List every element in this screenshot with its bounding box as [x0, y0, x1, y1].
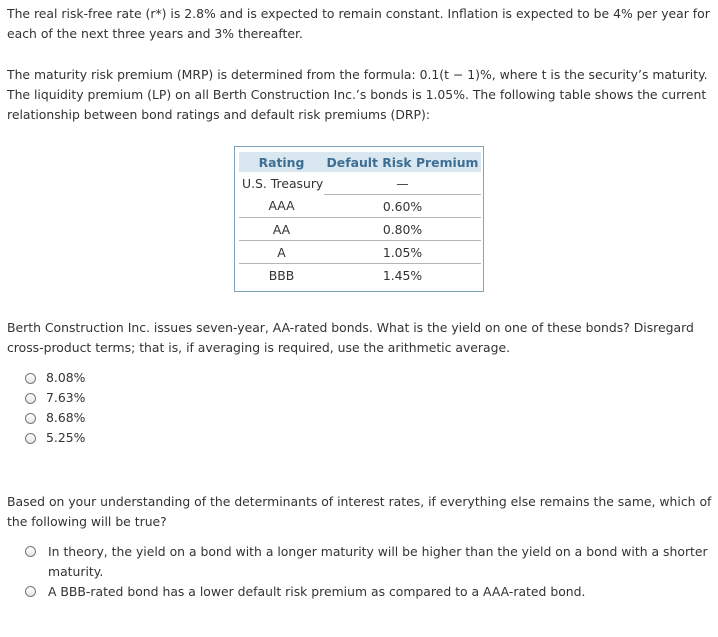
intro-paragraph-2: The maturity risk premium (MRP) is determined from the formula: 0.1(t − 1)%, where t is the security’s maturity. The liquidity premium (LP) on all Berth Construction Inc.’s bonds is 1.05%. The following table shows the current relationship between bond ratings and default risk premiums (DRP): — [7, 67, 708, 122]
option-label: 8.08% — [46, 370, 86, 385]
drp-cell: 0.80% — [324, 218, 481, 241]
question-2-text: Based on your understanding of the determinants of interest rates, if everything else remains the same, which of the following will be true? — [7, 494, 712, 529]
radio-button-icon[interactable] — [25, 586, 36, 597]
option-label: A BBB-rated bond has a lower default risk premium as compared to a AAA-rated bond. — [48, 584, 586, 599]
option-label: 5.25% — [46, 430, 86, 445]
table-row — [239, 264, 481, 287]
drp-cell: — — [324, 172, 481, 195]
header-drp: Default Risk Premium — [324, 152, 481, 172]
rating-cell: AA — [239, 218, 324, 241]
table-row — [239, 218, 481, 241]
drp-cell: 1.45% — [382, 267, 423, 283]
intro-paragraph-1: The real risk-free rate (r*) is 2.8% and is expected to remain constant. Inflation is expected to be 4% per year for each of the next three years and 3% thereafter. — [7, 6, 710, 41]
option-label: 8.68% — [46, 410, 86, 425]
rating-cell: U.S. Treasury — [242, 175, 324, 191]
q1-option-2[interactable] — [25, 388, 85, 408]
drp-cell: 1.05% — [324, 241, 481, 264]
drp-table-container — [234, 146, 484, 292]
radio-button-icon[interactable] — [25, 413, 36, 424]
option-label: In theory, the yield on a bond with a longer maturity will be higher than the yield on a bond with a shorter maturity. — [48, 544, 708, 579]
radio-button-icon[interactable] — [25, 393, 36, 404]
rating-cell: A — [239, 241, 324, 264]
q2-option-2[interactable] — [25, 582, 715, 602]
table-row — [239, 241, 481, 264]
q1-option-4[interactable] — [25, 428, 85, 448]
radio-button-icon[interactable] — [25, 433, 36, 444]
q2-option-1[interactable] — [25, 542, 715, 582]
radio-button-icon[interactable] — [25, 373, 36, 384]
drp-cell: 0.60% — [324, 195, 481, 218]
table-row — [239, 195, 481, 218]
q1-option-1[interactable] — [25, 368, 85, 388]
table-header-row — [239, 152, 481, 172]
option-label: 7.63% — [46, 390, 86, 405]
question-1-text: Berth Construction Inc. issues seven-year, AA-rated bonds. What is the yield on one of these bonds? Disregard cross-product terms; that is, if averaging is required, use the arithmetic average. — [7, 320, 694, 355]
table-row — [239, 172, 481, 195]
header-rating: Rating — [239, 152, 324, 172]
rating-cell: BBB — [268, 267, 295, 283]
q1-option-3[interactable] — [25, 408, 85, 428]
drp-table — [239, 152, 481, 286]
rating-cell: AAA — [239, 195, 324, 218]
radio-button-icon[interactable] — [25, 546, 36, 557]
